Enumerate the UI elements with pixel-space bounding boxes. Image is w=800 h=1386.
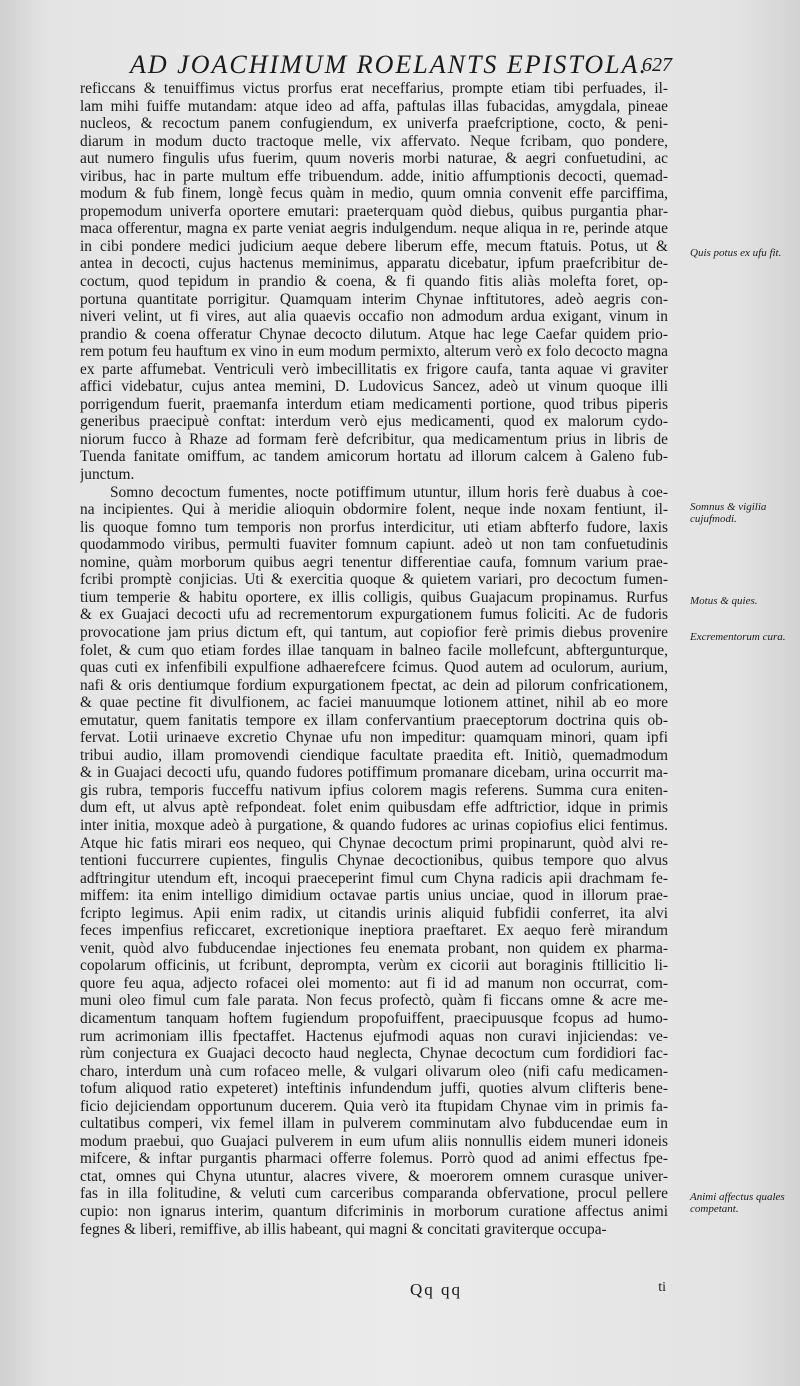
text-line: dum eft, ut alvus aptè refpondeat. folet enim quibusdam effe adftrictior, idque in primis: [80, 799, 668, 817]
text-line: lis quoque fomno tum temporis non prorfus interdicitur, uti etiam abfterfo fudore, laxis: [80, 518, 668, 536]
text-line: niorum fucco à Rhaze ad formam ferè defcribitur, qua medicamentum prius in libris de: [80, 430, 668, 448]
text-line: antea in decocti, cujus hactenus meminimus, apparatu dicebatur, ipfum praefcribitur de-: [80, 255, 668, 273]
text-line: modum & fub finem, longè fecus quàm in medio, quum omnia convenit effe parciffima,: [80, 185, 668, 203]
catchword: ti: [658, 1280, 666, 1295]
text-line: nomine, quàm morborum quibus aegri tenentur differentiae caufa, fomnum varium prae-: [80, 553, 668, 571]
text-line: fervat. Lotii urinaeve excretio Chynae ufu non impeditur: quamquam minori, quam ipfi: [80, 729, 668, 747]
text-line: quas cuti ex infenfibili expulfione adhaerefcere fcimus. Quod autem ad oculorum, aurium,: [80, 659, 668, 677]
text-line: ex parte affumebat. Ventriculi verò imbecillitatis ex frigore caufa, tanta aquae vi graviter: [80, 360, 668, 378]
text-line: nucleos, & recoctum panem confugiendum, ex univerfa praefcriptione, cocto, & peni-: [80, 115, 668, 133]
text-line: dicamentum tanquam hoftem fugiendum propofuiffent, praecipuusque fcopus ad humo-: [80, 1009, 668, 1027]
text-line: tribui audio, illam promovendi ciendique facultate praedita eft. Initiò, quemadmodum: [80, 746, 668, 764]
text-line: copolarum officinis, ut fcribunt, deprompta, verùm ex cicorii aut boraginis ftillicitio li-: [80, 957, 668, 975]
text-line: aut numero fingulis ufus fuerim, quum noveris morbi naturae, & aegri confuetudini, ac: [80, 150, 668, 168]
signature-mark: Qq qq: [410, 1280, 463, 1299]
text-line: emutatur, quem fanitatis tempore ex illam confervantium praeceptorum doctrina quis ob-: [80, 711, 668, 729]
text-line: inter initia, moxque adeò à purgatione, & quando fudores ac urinas copiofius elici fentimus.: [80, 816, 668, 834]
text-line: junctum.: [80, 466, 135, 484]
text-line: rem potum feu hauftum ex vino in eum modum permixto, alterum verò ex folo decocto magna: [80, 343, 668, 361]
text-line: Tuenda fanitate omiffum, ac tandem amicorum hortatu ad illorum calcem à Galeno fub-: [80, 448, 668, 466]
text-line: adftringitur utendum eft, incoqui praeceperint fimul cum Chyna radicis apii drachmam fe-: [80, 869, 668, 887]
text-line: fcribi promptè conjicias. Uti & exercitia quoque & quietem variari, pro decoctum fumen-: [80, 571, 668, 589]
text-line: niveri velint, ut fi vires, aut alia quaevis occafio non admodum ardua exigant, vinum in: [80, 308, 668, 326]
text-line: & quae pectine fit divulfionem, ac faciei manuumque lotionem attinet, nihil ab eo more: [80, 694, 668, 712]
text-line: tofum aliquod ratio expeteret) inteftinis infundendum juffi, quoties alvum clifteris bene-: [80, 1080, 668, 1098]
text-line: maca offerentur, magna ex parte veniat aegris indulgendum. neque aliqua in re, perinde atque: [80, 220, 668, 238]
text-line: portuna quantitate porrigitur. Quamquam interim Chynae inftitutores, adeò aegris con-: [80, 290, 668, 308]
text-line: nafi & oris dentiumque fordium expurgationem fpectat, ac dein ad pilorum confricationem,: [80, 676, 668, 694]
margin-note: Excrementorum cura.: [690, 631, 786, 643]
margin-note: Motus & quies.: [690, 595, 758, 607]
page-number: 627: [642, 54, 672, 76]
text-line: propemodum univerfa oportere emutari: praeterquam quòd diebus, quibus purgantia phar-: [80, 202, 668, 220]
page-header: [130, 50, 670, 80]
running-head: AD JOACHIMUM ROELANTS EPISTOLA.: [130, 50, 648, 79]
text-line: ficio dejiciendam opportunum ducerem. Quia verò ita ftupidam Chynae vim in primis fa-: [80, 1097, 668, 1115]
text-line: in cibi pondere medici judicium aeque debere liberum effe, mecum ftatuis. Potus, ut &: [80, 237, 668, 255]
text-line: mifcere, & inftar purgantis pharmaci offerre folemus. Porrò quod ad animi effectus fpe-: [80, 1150, 668, 1168]
text-line: diarum in modum ducto tractoque melle, vix affervato. Neque fcribam, quo pondere,: [80, 132, 668, 150]
page-footer: [80, 1280, 668, 1300]
text-line: feces impenfius reficcaret, excretionique ineptiora praeftaret. Ex aequo ferè mirandum: [80, 922, 668, 940]
text-line: cupio: non ignarus interim, quantum difcriminis in morborum curatione affectus animi: [80, 1203, 668, 1220]
text-line: viribus, hac in parte multum effe tribuendum. adde, initio affumptionis decocti, quemad-: [80, 167, 668, 185]
text-line: & ex Guajaci decocti ufu ad recrementorum expurgationem fumus foliciti. Ac de fudoris: [80, 606, 668, 624]
margin-note: Quis potus ex ufu fit.: [690, 247, 782, 259]
text-line: muni oleo fimul cum fale parata. Non fecus profectò, quàm fi ficcans omne & acre me-: [80, 992, 668, 1010]
text-line: fcripto legimus. Apii enim radix, ut citandis urinis aliquid fubfidii conferret, ita alvi: [80, 904, 668, 922]
text-line: provocatione jam prius dictum eft, qui tantum, aut copiofior ferè primis diebus provenire: [80, 623, 668, 641]
text-line: venit, quòd alvo fubducendae injectiones feu enemata probant, non quidem ex pharma-: [80, 939, 668, 957]
text-line: prandio & coena offeratur Chynae decocto dilutum. Atque hac lege Caefar quidem prio-: [80, 325, 668, 343]
text-line: folet, & cum quo etiam fordes illae tanquam in balneo facile mollefcunt, abftergunturque,: [80, 641, 668, 659]
text-line: tentioni fuccurrere cupientes, fingulis Chynae decoctionibus, quibus tempore quo alvus: [80, 852, 668, 870]
body-text: [80, 80, 668, 1238]
text-line: coctum, quod tepidum in prandio & coena, & fi quando fitis aliàs molefta foret, op-: [80, 273, 668, 291]
text-line: tium temperie & habitu oportere, ex illis colligis, quibus Guajacum propinamus. Rurfus: [80, 588, 668, 606]
margin-note: Somnus & vigilia cujufmodi.: [690, 501, 767, 525]
text-line: gis rubra, temporis fucceffu nativum ipfius colorem magis referens. Summa cura eniten-: [80, 781, 668, 799]
text-line: charo, interdum unà cum rofaceo melle, & vulgari olivarum oleo (nifi cafu medicamen-: [80, 1062, 668, 1080]
text-line: porrigendum fuerit, praemanfa interdum etiam medicamenti portione, quod tribus piperis: [80, 395, 668, 413]
text-line: modum praebui, quo Guajaci pulverem in eum ufum aliis nonnullis eidem muneri idoneis: [80, 1132, 668, 1150]
text-line: affici videbatur, cujus antea memini, D. Ludovicus Sancez, adeò ut vinum quoque illi: [80, 378, 668, 396]
text-line: & in Guajaci decocti ufu, quando fudores potiffimum promanare dicebam, urina occurrit ma-: [80, 764, 668, 782]
text-line: generibus praecipuè conftat: interdum verò ejus medicamenti, quod ex malorum cydo-: [80, 413, 668, 431]
margin-note: Animi affectus quales competant.: [690, 1191, 785, 1215]
text-line: quodammodo viribus, permulti fuaviter fomnum capiunt. adeò ut non tam confuetudinis: [80, 536, 668, 554]
text-line: cultatibus comperi, vix femel illam in pulverem comminutam alvo fubducendae eum in: [80, 1115, 668, 1133]
text-line: rum acrimoniam illis fpectaffet. Hactenus ejufmodi aquas non curavi injiciendas: ve-: [80, 1027, 668, 1045]
text-line: rùm conjectura ex Guajaci decocto haud neglecta, Chynae decoctum cum fordidiori fac-: [80, 1045, 668, 1063]
text-line: miffem: ita enim intelligo dimidium octavae partis unius unciae, quod in illorum prae-: [80, 887, 668, 905]
text-line: lam mihi fuiffe mutandam: atque ideo ad affa, paftulas illas fubacidas, amygdala, pineae: [80, 97, 668, 115]
text-line: Atque hic fatis mirari eos nequeo, qui Chynae decoctum primi propinarunt, quòd alvi re-: [80, 834, 668, 852]
text-line: quore feu aqua, adjecto rofacei olei momento: aut fi id ad manum non occurrat, com-: [80, 974, 668, 992]
text-line: fegnes & liberi, remiffive, ab illis habeant, qui magni & concitati graviterque occupa-: [80, 1220, 607, 1238]
text-line: fas in illa folitudine, & veluti cum carceribus comparanda obfervatione, procul pellere: [80, 1185, 668, 1203]
text-line: na incipientes. Qui à meridie alioquin obdormire folent, neque inde noxam fentiunt, il-: [80, 501, 668, 519]
text-line: reficcans & tenuiffimus victus prorfus erat neceffarius, prompte etiam tibi perfuades, il-: [80, 80, 668, 97]
text-line: ctat, omnes qui Chyna utuntur, alacres vivere, & moerorem omnem curasque univer-: [80, 1167, 668, 1185]
text-line: Somno decoctum fumentes, nocte potiffimum utuntur, illum horis ferè duabus à coe-: [110, 483, 668, 501]
